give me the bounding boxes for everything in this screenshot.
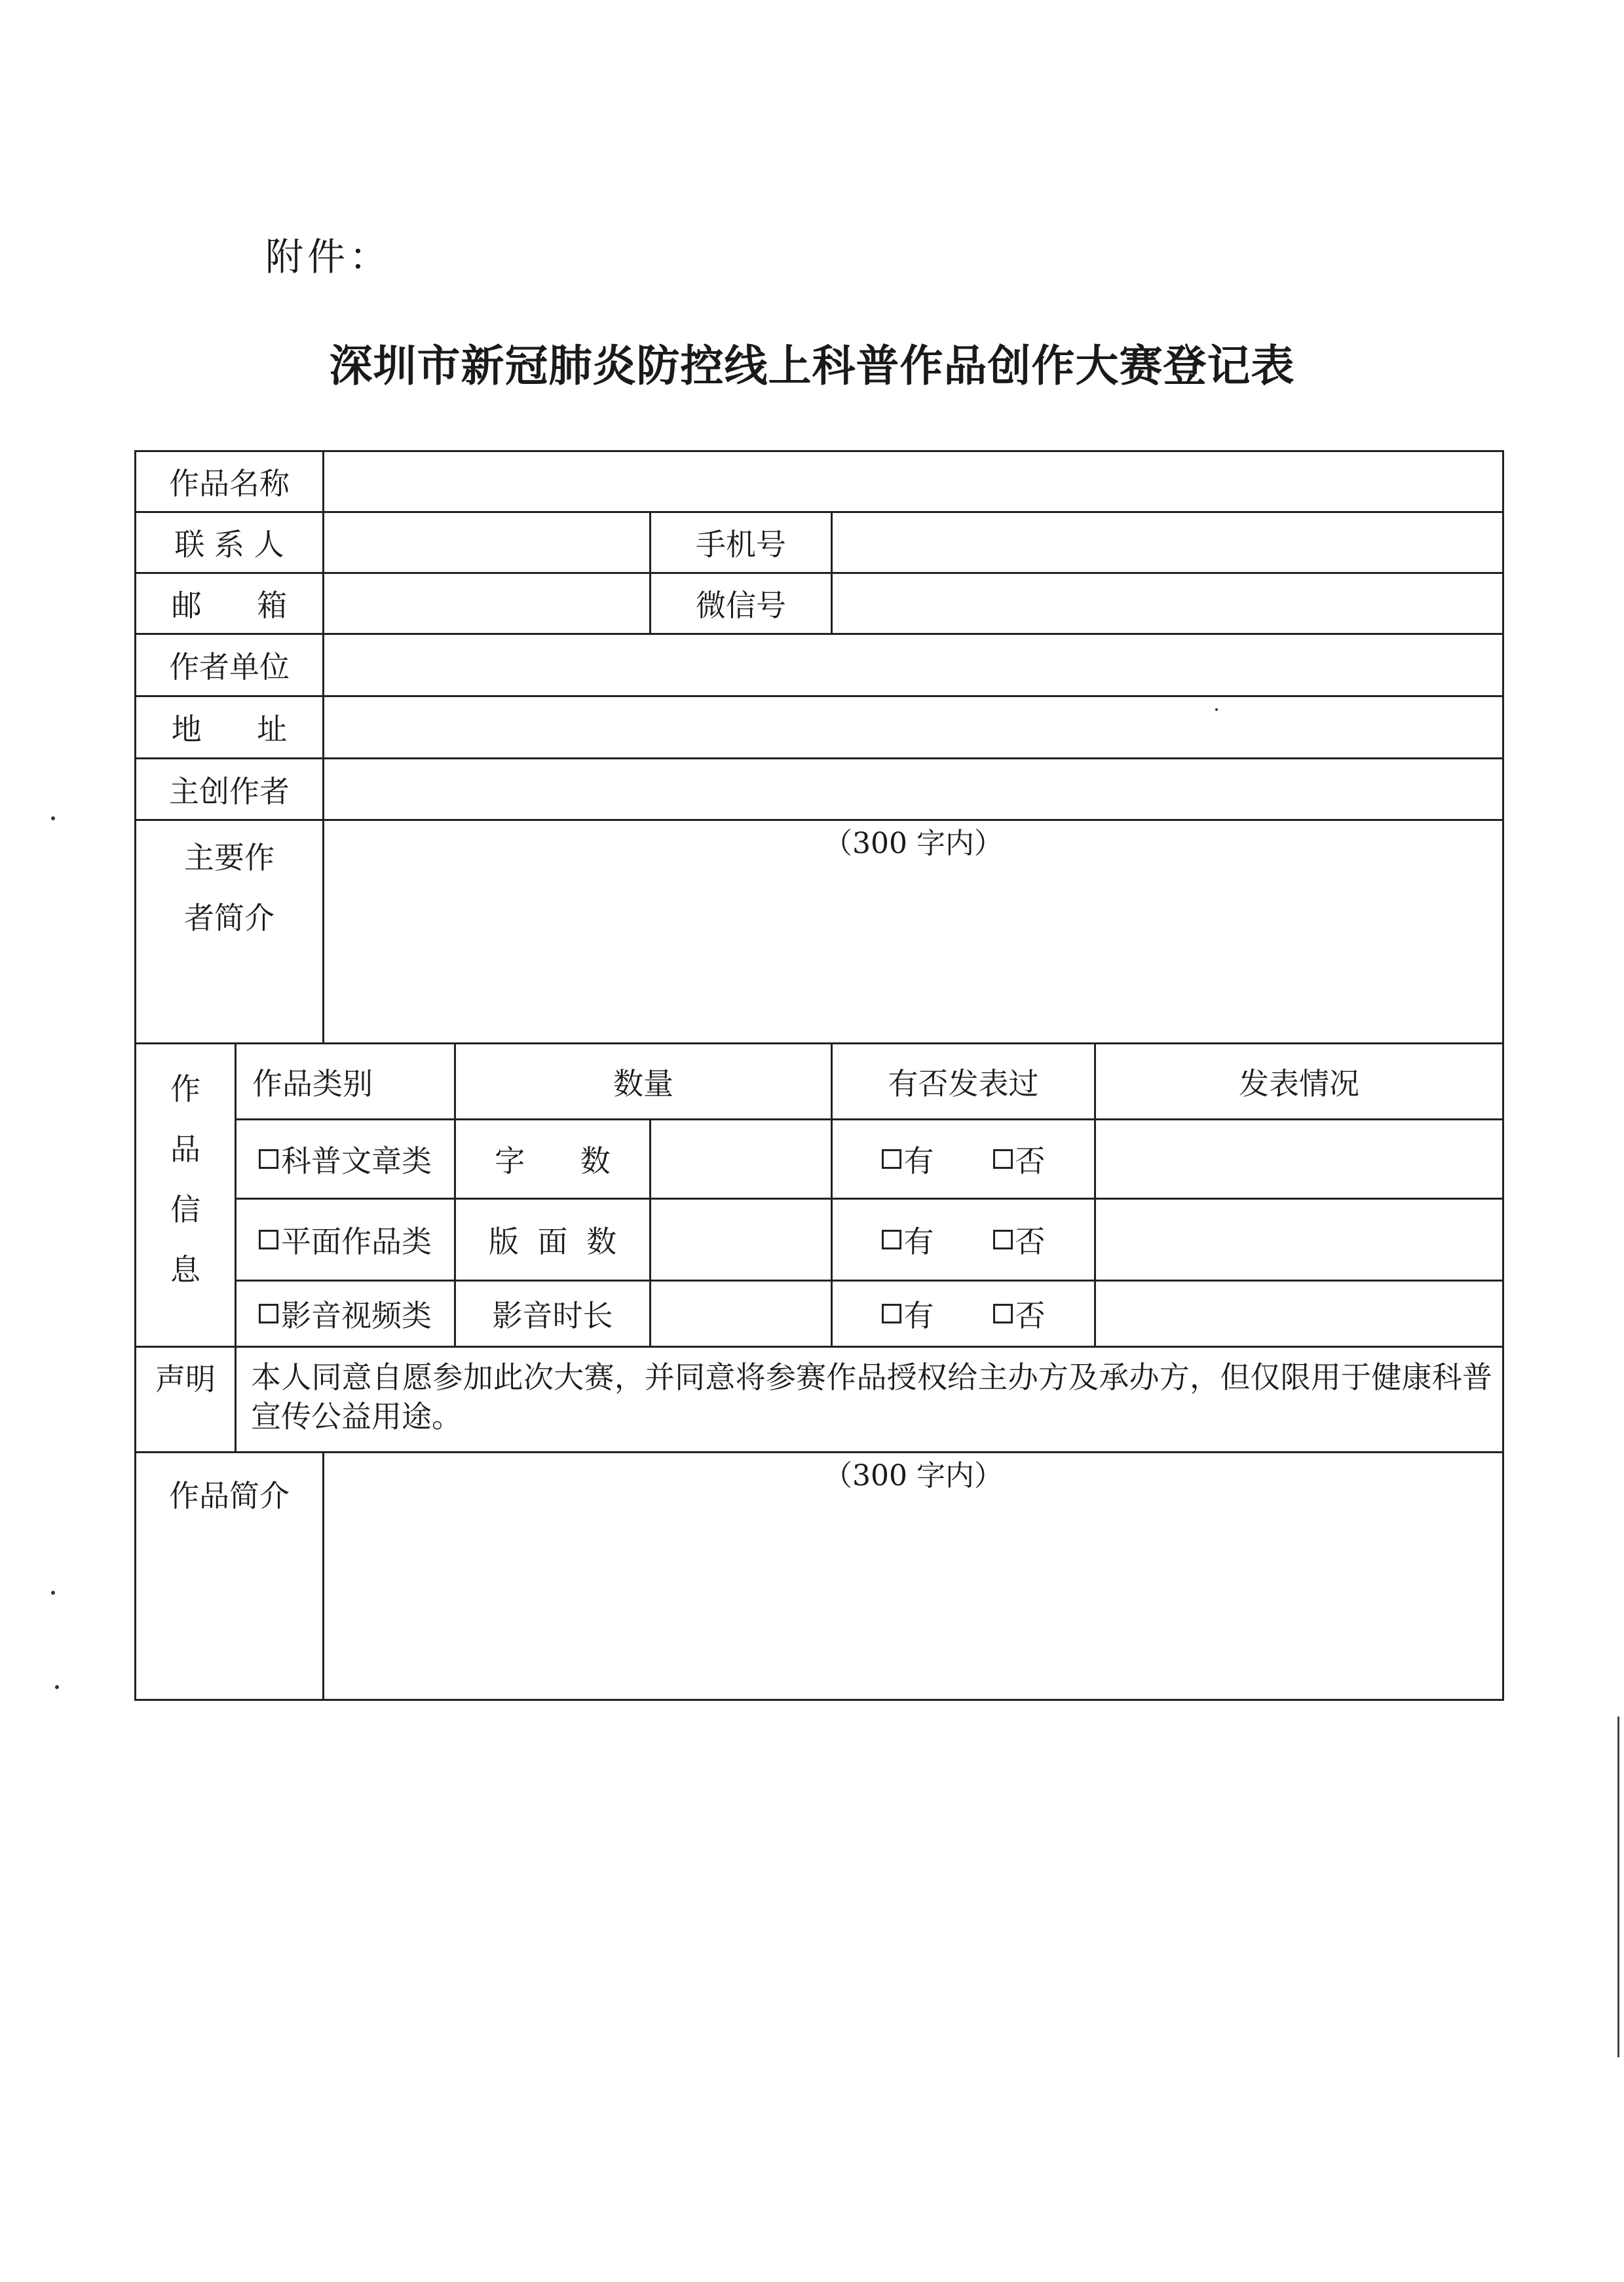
no-label: 否 xyxy=(1015,1143,1046,1179)
checkbox-icon[interactable] xyxy=(993,1230,1013,1249)
scan-speck xyxy=(51,1591,55,1595)
wechat-label: 微信号 xyxy=(696,588,786,623)
published-choice xyxy=(833,1282,1094,1346)
quantity-field[interactable] xyxy=(651,1200,831,1280)
main-bio-field[interactable] xyxy=(324,860,1502,1042)
published-yes-option[interactable] xyxy=(882,1218,934,1261)
work-info-char: 作 xyxy=(170,1071,200,1107)
quantity-label: 字 数 xyxy=(495,1143,611,1179)
work-name-field[interactable] xyxy=(324,452,1502,511)
intro-word-limit-note: （300 字内） xyxy=(823,1459,1003,1493)
statement-text: 本人同意自愿参加此次大赛，并同意将参赛作品授权给主办方及承办方，但仅限用于健康科普宣传公益用途。 xyxy=(251,1360,1492,1434)
email-field[interactable] xyxy=(324,574,649,633)
address-label: 地 址 xyxy=(171,712,288,747)
scan-speck xyxy=(55,1685,59,1689)
checkbox-icon[interactable] xyxy=(993,1304,1013,1323)
category-option-video[interactable] xyxy=(236,1282,454,1346)
quantity-label: 影音时长 xyxy=(492,1298,613,1333)
category-label: 影音视频类 xyxy=(281,1298,432,1333)
no-label: 否 xyxy=(1015,1298,1046,1333)
category-label: 平面作品类 xyxy=(281,1224,432,1259)
category-header: 作品类别 xyxy=(252,1065,373,1101)
quantity-field[interactable] xyxy=(651,1120,831,1198)
work-info-char: 息 xyxy=(170,1252,200,1287)
scan-edge-line xyxy=(1617,1717,1619,2057)
author-unit-label: 作者单位 xyxy=(169,649,290,685)
published-yes-option[interactable] xyxy=(882,1137,934,1181)
work-info-char: 品 xyxy=(170,1131,200,1167)
checkbox-icon[interactable] xyxy=(882,1304,901,1323)
work-intro-label: 作品简介 xyxy=(169,1478,290,1513)
yes-label: 有 xyxy=(903,1224,934,1259)
publish-status-header: 发表情况 xyxy=(1239,1065,1359,1101)
email-label: 邮 箱 xyxy=(171,588,288,623)
bio-word-limit-note: （300 字内） xyxy=(823,827,1003,860)
published-yes-option[interactable] xyxy=(882,1292,934,1335)
main-creator-field[interactable] xyxy=(324,759,1502,819)
scan-speck xyxy=(51,816,55,820)
work-info-label xyxy=(136,1048,235,1310)
contact-field[interactable] xyxy=(324,513,649,572)
checkbox-icon[interactable] xyxy=(882,1149,901,1169)
publish-status-field[interactable] xyxy=(1096,1200,1502,1280)
phone-field[interactable] xyxy=(833,513,1502,572)
main-creator-label: 主创作者 xyxy=(169,773,290,809)
published-choice xyxy=(833,1120,1094,1198)
attachment-label: 附件： xyxy=(265,235,392,279)
published-choice xyxy=(833,1200,1094,1280)
published-header: 有否发表过 xyxy=(888,1065,1039,1101)
checkbox-icon[interactable] xyxy=(993,1149,1013,1169)
published-no-option[interactable] xyxy=(993,1218,1046,1261)
category-label: 科普文章类 xyxy=(281,1143,432,1179)
category-option-graphic[interactable] xyxy=(236,1200,454,1280)
publish-status-field[interactable] xyxy=(1096,1120,1502,1198)
published-no-option[interactable] xyxy=(993,1137,1046,1181)
no-label: 否 xyxy=(1015,1224,1046,1259)
quantity-header: 数量 xyxy=(613,1065,673,1101)
contact-label: 联 系 人 xyxy=(174,527,284,562)
checkbox-icon[interactable] xyxy=(259,1304,278,1323)
wechat-field[interactable] xyxy=(833,574,1502,633)
published-no-option[interactable] xyxy=(993,1292,1046,1335)
checkbox-icon[interactable] xyxy=(259,1230,278,1249)
main-bio-label-line1: 主要作 xyxy=(184,840,274,875)
quantity-label: 版 面 数 xyxy=(488,1224,617,1259)
main-bio-label xyxy=(136,827,322,949)
statement-label: 声明 xyxy=(155,1361,216,1397)
quantity-field[interactable] xyxy=(651,1282,831,1346)
publish-status-field[interactable] xyxy=(1096,1282,1502,1346)
author-unit-field[interactable] xyxy=(324,635,1502,695)
phone-label: 手机号 xyxy=(696,527,786,562)
yes-label: 有 xyxy=(903,1298,934,1333)
yes-label: 有 xyxy=(903,1143,934,1179)
main-bio-label-line2: 者简介 xyxy=(184,900,274,936)
checkbox-icon[interactable] xyxy=(259,1149,278,1169)
work-info-char: 信 xyxy=(170,1192,200,1227)
scan-speck xyxy=(1215,708,1218,711)
form-title: 深圳市新冠肺炎防控线上科普作品创作大赛登记表 xyxy=(329,341,1295,391)
work-name-label: 作品名称 xyxy=(169,466,290,501)
address-field[interactable] xyxy=(324,697,1502,757)
checkbox-icon[interactable] xyxy=(882,1230,901,1249)
work-intro-field[interactable] xyxy=(324,1493,1502,1699)
category-option-article[interactable] xyxy=(236,1120,454,1198)
